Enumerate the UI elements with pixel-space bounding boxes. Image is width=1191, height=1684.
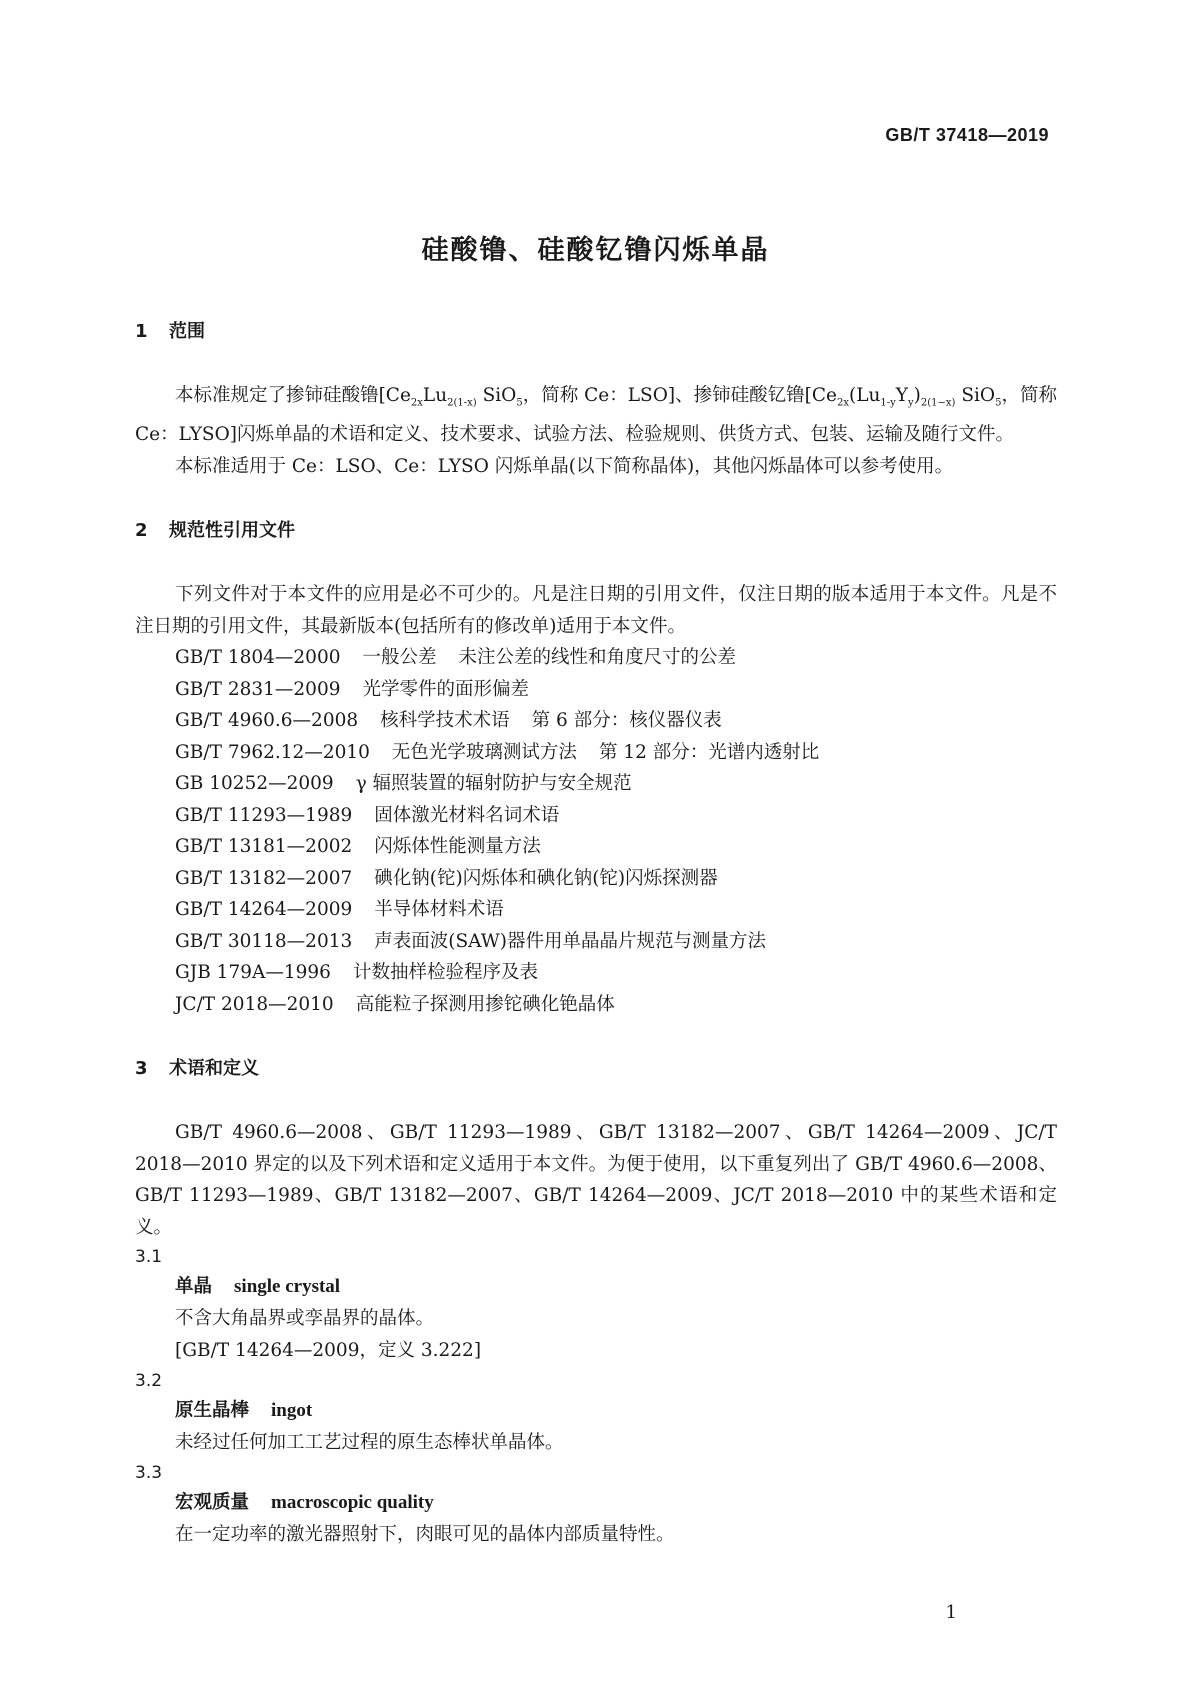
reference-list	[135, 642, 1057, 1020]
reference-title: 声表面波(SAW)器件用单晶晶片规范与测量方法	[374, 930, 767, 952]
reference-title: 无色光学玻璃测试方法	[391, 741, 577, 763]
reference-code: GB/T 4960.6—2008	[175, 710, 359, 732]
section-number: 3	[135, 1058, 148, 1080]
term-number: 3.1	[135, 1247, 163, 1268]
reference-item	[135, 642, 1057, 674]
term-entry	[135, 1243, 1057, 1367]
section-number: 1	[135, 321, 148, 342]
reference-code: GB/T 30118—2013	[175, 930, 353, 952]
terms-intro: GB/T 4960.6—2008、GB/T 11293—1989、GB/T 13182—2007、GB/T 14264—2009、JC/T 2018—2010 界定的以及下列术语和定义适用于本文件。为便于使用，以下重复列出了 GB/T 4960.6—2008、GB/T 11293—1989、GB/T 13182—2007、GB/T 14264—2009、JC/T 2018—2010 中的某些术语和定义。	[135, 1122, 1057, 1238]
reference-code: GJB 179A—1996	[175, 962, 331, 984]
reference-code: GB/T 11293—1989	[175, 804, 353, 826]
section-2-heading	[135, 517, 1057, 545]
reference-code: GB/T 7962.12—2010	[175, 741, 370, 763]
document-body	[135, 318, 1057, 1551]
reference-subtitle: 未注公差的线性和角度尺寸的公差	[458, 647, 737, 669]
term-source: [GB/T 14264—2009，定义 3.222]	[175, 1340, 482, 1362]
reference-title: 核科学技术术语	[380, 710, 510, 732]
reference-item	[135, 768, 1057, 800]
reference-title: 光学零件的面形偏差	[362, 678, 530, 700]
reference-code: GB/T 14264—2009	[175, 899, 353, 921]
reference-code: GB 10252—2009	[175, 773, 334, 795]
term-number: 3.3	[135, 1463, 163, 1484]
page-number: 1	[945, 1602, 957, 1623]
references-intro: 下列文件对于本文件的应用是必不可少的。凡是注日期的引用文件，仅注日期的版本适用于本文件。凡是不注日期的引用文件，其最新版本(包括所有的修改单)适用于本文件。	[135, 584, 1057, 637]
standard-code: GB/T 37418—2019	[885, 125, 1049, 145]
reference-item	[135, 989, 1057, 1021]
reference-code: GB/T 13182—2007	[175, 867, 353, 889]
document-title: 硅酸镥、硅酸钇镥闪烁单晶	[421, 235, 770, 266]
reference-subtitle: 第 6 部分：核仪器仪表	[531, 710, 722, 732]
section-number: 2	[135, 520, 148, 542]
section-title: 规范性引用文件	[169, 520, 295, 542]
reference-title: γ 辐照装置的辐射防护与安全规范	[355, 773, 632, 795]
term-english: macroscopic quality	[271, 1492, 434, 1514]
reference-subtitle: 第 12 部分：光谱内透射比	[598, 741, 820, 763]
reference-title: 碘化钠(铊)闪烁体和碘化钠(铊)闪烁探测器	[374, 867, 718, 889]
term-definition: 在一定功率的激光器照射下，肉眼可见的晶体内部质量特性。	[175, 1524, 675, 1546]
term-chinese: 宏观质量	[175, 1492, 250, 1514]
term-entry	[135, 1459, 1057, 1551]
section-3-heading	[135, 1055, 1057, 1083]
reference-title: 高能粒子探测用掺铊碘化铯晶体	[355, 993, 615, 1015]
reference-code: GB/T 1804—2000	[175, 647, 341, 669]
reference-title: 计数抽样检验程序及表	[352, 962, 538, 984]
reference-title: 一般公差	[362, 647, 437, 669]
term-english: ingot	[271, 1400, 313, 1422]
scope-paragraph-1: 本标准规定了掺铈硅酸镥[$Ce_{2x}Lu_{2(1-x)}$ SiO$_5$，简称 Ce：LSO]、掺铈硅酸钇镥[$Ce_{2x}(Lu_{1-y}Y_y)_{2(1-x)}$ SiO$_5$，简称 Ce：LYSO]闪烁单晶的术语和定义、技术要求、试验方法、检验规则、供货方式、包装、运输及随行文件。	[135, 385, 1057, 446]
term-chinese: 原生晶棒	[175, 1400, 250, 1422]
section-title: 范围	[169, 321, 205, 342]
term-heading	[135, 1395, 1057, 1427]
reference-item	[135, 705, 1057, 737]
term-chinese: 单晶	[175, 1276, 213, 1298]
reference-item	[135, 737, 1057, 769]
reference-title: 半导体材料术语	[374, 899, 504, 921]
term-heading	[135, 1271, 1057, 1303]
reference-item	[135, 926, 1057, 958]
scope-paragraph-2: 本标准适用于 Ce：LSO、Ce：LYSO 闪烁单晶(以下简称晶体)，其他闪烁晶体可以参考使用。	[175, 455, 954, 477]
reference-title: 闪烁体性能测量方法	[374, 836, 541, 858]
reference-item	[135, 863, 1057, 895]
term-list	[135, 1243, 1057, 1551]
reference-item	[135, 894, 1057, 926]
term-heading	[135, 1487, 1057, 1519]
reference-item	[135, 831, 1057, 863]
section-1-heading	[135, 318, 1057, 346]
reference-item	[135, 674, 1057, 706]
reference-code: GB/T 2831—2009	[175, 678, 341, 700]
reference-code: GB/T 13181—2002	[175, 836, 353, 858]
term-entry	[135, 1367, 1057, 1459]
term-definition: 不含大角晶界或孪晶界的晶体。	[175, 1308, 435, 1330]
term-definition: 未经过任何加工工艺过程的原生态棒状单晶体。	[175, 1432, 564, 1454]
reference-code: JC/T 2018—2010	[175, 993, 334, 1015]
reference-item	[135, 800, 1057, 832]
reference-item	[135, 957, 1057, 989]
term-number: 3.2	[135, 1371, 163, 1392]
reference-title: 固体激光材料名词术语	[374, 804, 560, 826]
term-english: single crystal	[234, 1276, 341, 1298]
section-title: 术语和定义	[169, 1058, 259, 1080]
